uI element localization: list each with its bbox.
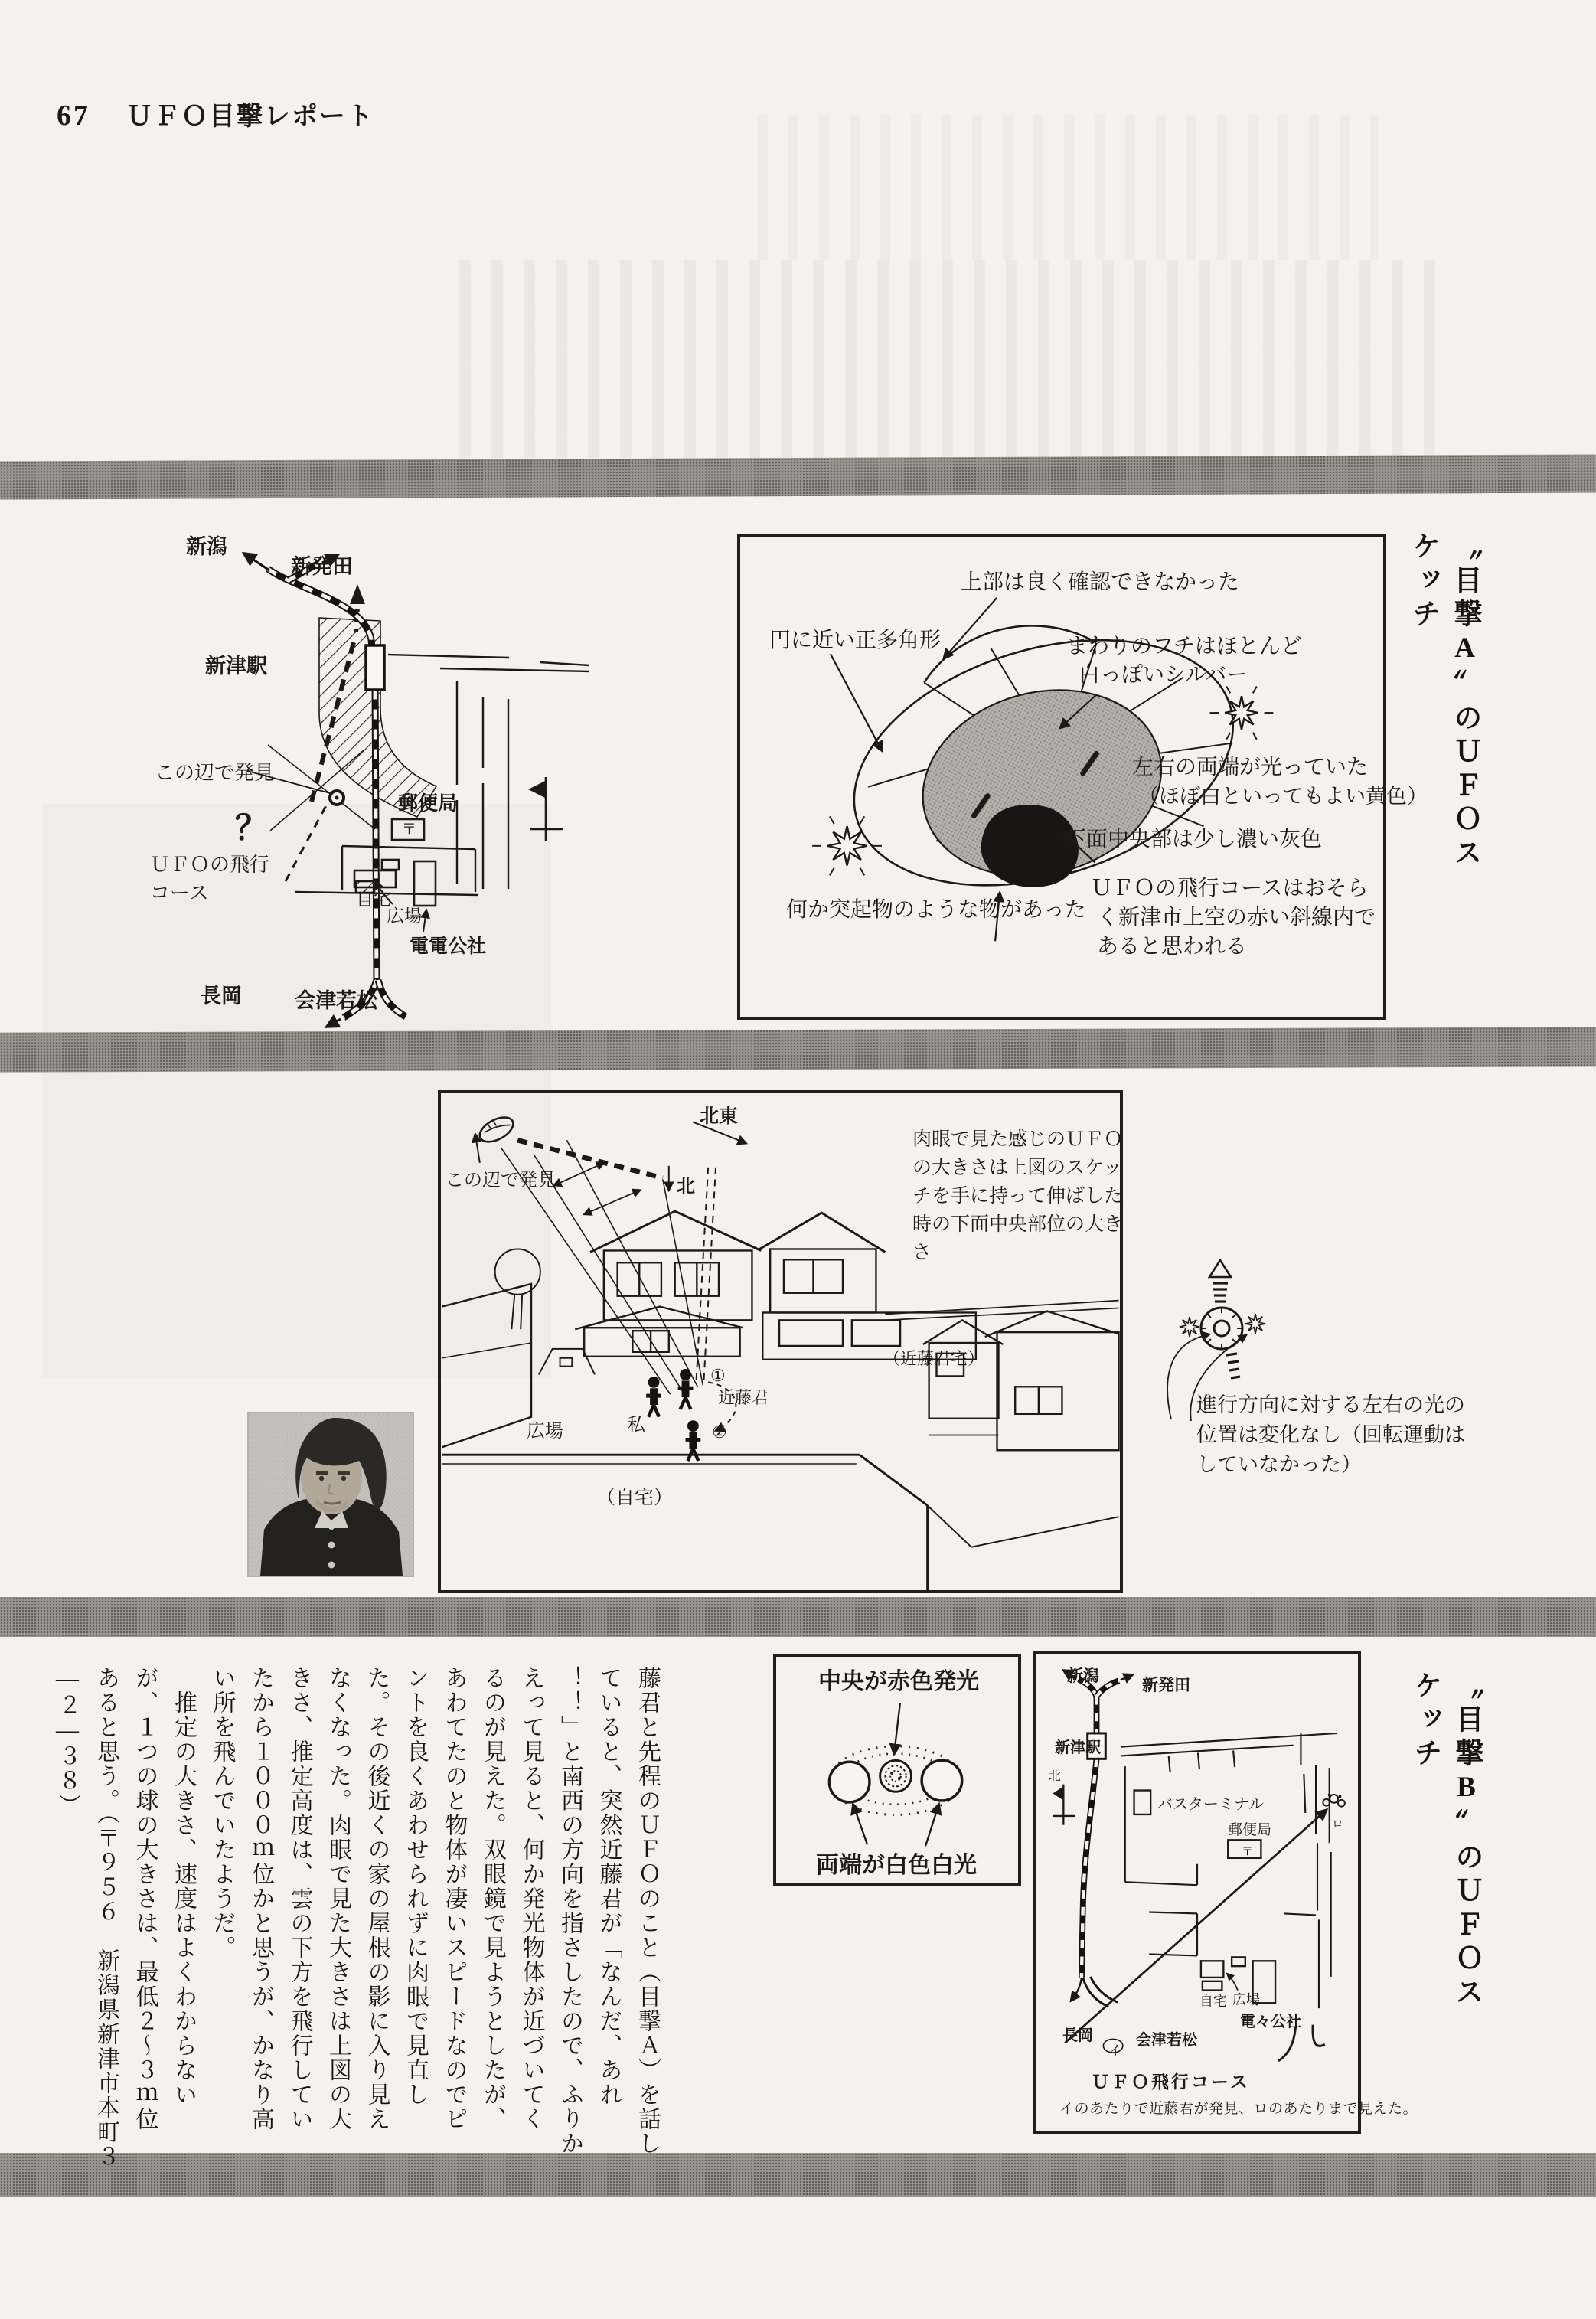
map-b-label-shibata: 新発田 — [1142, 1677, 1190, 1694]
side-label-sketch-b: 〝目撃B〟のＵＦＯスケッチ — [1409, 1671, 1482, 2010]
halftone-band-2 — [0, 1027, 1596, 1072]
scene-note-line-1: 肉眼で見た感じのＵＦＯ — [912, 1128, 1124, 1150]
map-a-post-mark: 〒 — [402, 821, 417, 838]
map-a-label-found-here: この辺で発見 — [155, 761, 275, 784]
scene-label-kondo-home: （近藤君宅） — [883, 1349, 985, 1368]
map-b-label-plaza: 広場 — [1232, 1992, 1260, 2007]
scene-label-plaza: 広場 — [527, 1421, 563, 1442]
sketch-a-note-3: あると思われる — [1097, 934, 1248, 958]
sketch-a-ann-polygon: 円に近い正多角形 — [769, 628, 942, 652]
sketch-a-ann-lights-2: （ほぼ白といってもよい黄色） — [1138, 785, 1428, 808]
map-b-label-bus-terminal: バスターミナル — [1157, 1796, 1264, 1813]
map-b-mark-i: イ — [1108, 2043, 1121, 2058]
sketch-a-note-1: ＵＦＯの飛行コースはおそら — [1091, 876, 1369, 900]
print-through-ghost — [459, 260, 1454, 458]
inset-bottom-label: 両端が白色白光 — [816, 1853, 977, 1878]
sketch-a-ann-lights-1: 左右の両端が光っていた — [1132, 755, 1369, 779]
map-a-label-flight-course-2: コース — [150, 881, 209, 904]
map-b-label-home: 自宅 — [1199, 1994, 1227, 2009]
sketch-a-ann-rim-2: 白っぽいシルバー — [1079, 662, 1248, 686]
scene-note-line-5: さ — [912, 1242, 932, 1263]
small-ufo-icon — [476, 1112, 517, 1147]
map-b-label-north: 北 — [1049, 1770, 1062, 1783]
sketch-a-ann-protrusion: 何か突起物のような物があった — [786, 897, 1086, 921]
halftone-band-3 — [0, 1597, 1596, 1637]
halftone-band-1 — [0, 454, 1596, 499]
scene-label-kondo: 近藤君 — [718, 1388, 769, 1407]
map-b-label-nagaoka: 長岡 — [1062, 2027, 1093, 2044]
body-column: あわてたのと物体が凄いスピードなのでピ — [441, 1666, 467, 2131]
body-column: い所を飛んでいたようだ。 — [209, 1666, 235, 1960]
sketch-a-ann-rim-1: まわりのフチはほとんど — [1066, 634, 1303, 658]
body-text — [44, 1666, 666, 2171]
scene-label-home: （自宅） — [596, 1487, 674, 1508]
page-number: 67 — [57, 100, 90, 132]
map-b-label-niigata: 新潟 — [1067, 1667, 1099, 1685]
ufo-b-lights-inset — [773, 1654, 1021, 1886]
body-column: るのが見えた。双眼鏡で見ようとしたが、 — [480, 1666, 505, 2131]
scene-label-mark1: ① — [710, 1366, 726, 1385]
motion-note-line-1: 進行方向に対する左右の光の — [1196, 1393, 1465, 1416]
map-a-label-home: 自宅 — [356, 889, 391, 909]
body-column: ントを良くあわせられずに肉眼で見直し — [403, 1666, 428, 2107]
sketch-a-ann-gray: 下面中央部は少し濃い灰色 — [1065, 827, 1323, 851]
map-a — [111, 524, 589, 1030]
map-a-label-station: 新津駅 — [205, 655, 267, 678]
body-column: 推定の大きさ、速度はよくわからない — [171, 1666, 196, 2107]
witness-portrait-drawing — [249, 1413, 413, 1576]
scene-label-mark2: ② — [712, 1422, 727, 1442]
scene-box — [438, 1090, 1123, 1593]
scene-note-line-2: の大きさは上図のスケッ — [912, 1157, 1122, 1178]
body-column: が、１つの球の大きさは、最低２～３ｍ位 — [132, 1666, 158, 2131]
map-a-label-aizu: 会津若松 — [295, 989, 377, 1012]
right-light-starburst-icon — [1210, 687, 1274, 740]
north-pole-icon — [530, 777, 563, 841]
scene-label-northeast: 北東 — [700, 1106, 739, 1127]
page-title: ＵＦＯ目撃レポート — [126, 103, 374, 131]
sketch-a-note-2: く新津市上空の赤い斜線内で — [1097, 905, 1376, 929]
sketch-a-box — [737, 534, 1428, 1020]
map-a-label-plaza: 広場 — [387, 906, 422, 926]
body-column: たから１０００ｍ位かと思うが、かなり高 — [248, 1666, 273, 2131]
body-column: ―２―３８） — [54, 1666, 80, 1818]
sketch-a-ann-top: 上部は良く確認できなかった — [961, 570, 1240, 593]
scene-label-found-here: この辺で発見 — [446, 1170, 556, 1191]
map-a-label-flight-course-1: ＵＦＯの飛行 — [150, 853, 270, 876]
map-b-label-aizu: 会津若松 — [1136, 2032, 1197, 2049]
scene-label-north: 北 — [677, 1176, 695, 1197]
map-b-label-station: 新津駅 — [1055, 1739, 1101, 1756]
map-b-box — [1033, 1651, 1418, 2134]
motion-note-line-3: していなかった） — [1196, 1453, 1362, 1476]
map-a-question-mark: ？ — [235, 809, 269, 847]
map-b-caption: イのあたりで近藤君が発見、ロのあたりまで見えた。 — [1059, 2101, 1418, 2117]
map-a-label-denden: 電電公社 — [410, 936, 487, 957]
body-column: なくなった。肉眼で見た大きさは上図の大 — [325, 1666, 351, 2131]
map-b-label-course: ＵＦＯ飛行コース — [1092, 2072, 1250, 2092]
motion-note-line-2: 位置は変化なし（回転運動は — [1196, 1423, 1465, 1446]
north-pole-icon — [1053, 1785, 1075, 1825]
map-b-label-post-office: 郵便局 — [1228, 1822, 1272, 1838]
side-label-sketch-a: 〝目撃A〟のＵＦＯスケッチ — [1408, 531, 1480, 871]
body-column: 藤君と先程のＵＦＯのこと（目撃Ａ）を話し — [635, 1666, 660, 2156]
body-column: あると思う。（〒９５６ 新潟県新津市本町３ — [93, 1666, 119, 2169]
map-b-mark-ro: ロ — [1332, 1818, 1344, 1831]
body-column: た。その後近くの家の屋根の影に入り見え — [364, 1666, 390, 2131]
print-through-ghost — [758, 115, 1378, 260]
witness-photo — [249, 1413, 413, 1576]
map-a-label-niigata: 新潟 — [186, 535, 227, 558]
body-column: きさ、推定高度は、雲の下方を飛行してい — [286, 1666, 312, 2131]
map-a-label-shibata: 新発田 — [291, 555, 353, 578]
map-b-label-denden: 電々公社 — [1240, 2014, 1301, 2030]
witness-figures — [646, 1370, 700, 1462]
map-a-label-nagaoka: 長岡 — [201, 985, 242, 1008]
body-column: ！！」と南西の方向を指さしたので、ふりか — [557, 1666, 583, 2156]
ufo-cluster-icon — [1323, 1794, 1344, 1806]
map-b-drawing — [1036, 1654, 1358, 2131]
body-column: えって見ると、何か発光物体が近づいてく — [518, 1666, 544, 2131]
scene-note-line-3: チを手に持って伸ばした — [912, 1185, 1124, 1207]
map-b-post-mark: 〒 — [1242, 1845, 1254, 1858]
scene-label-me: 私 — [627, 1415, 645, 1435]
inset-top-label: 中央が赤色発光 — [818, 1669, 979, 1694]
body-column: ていると、突然近藤君が「なんだ、あれ — [596, 1666, 622, 2107]
map-a-label-post-office: 郵便局 — [398, 792, 459, 815]
scene-note-line-4: 時の下面中央部位の大き — [912, 1213, 1124, 1235]
